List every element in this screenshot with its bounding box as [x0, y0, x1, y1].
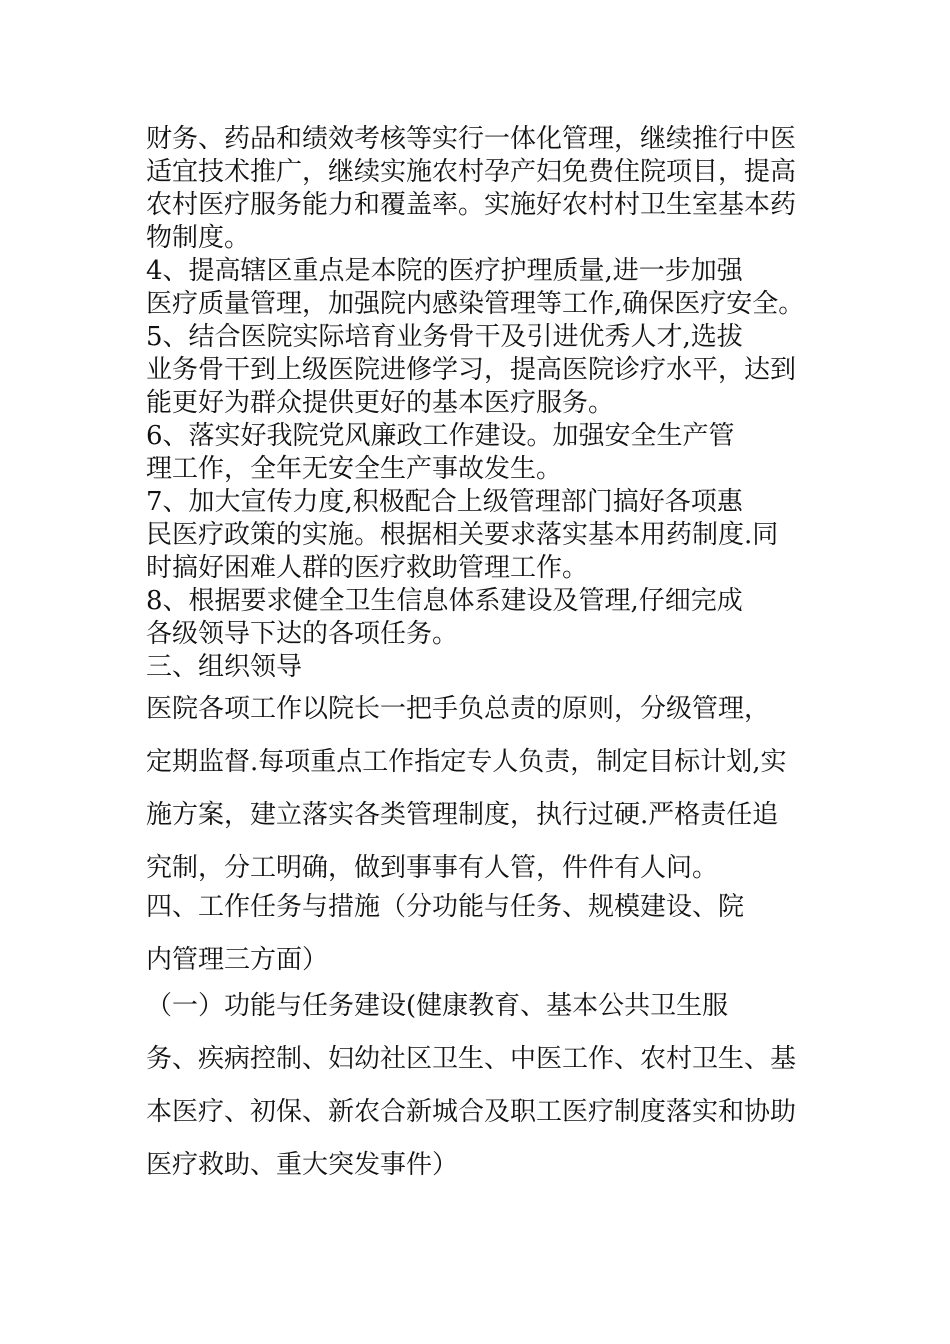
paragraph-item-8	[146, 585, 806, 651]
text-line: 财务、药品和绩效考核等实行一体化管理，继续推行中医	[146, 124, 797, 154]
paragraph-item-5	[146, 321, 806, 420]
text-line: 务、疾病控制、妇幼社区卫生、中医工作、农村卫生、基	[146, 1044, 797, 1074]
paragraph-item-6	[146, 420, 806, 486]
text-line: 6、落实好我院党风廉政工作建设。加强安全生产管	[146, 421, 735, 451]
text-line: 究制，分工明确，做到事事有人管，件件有人问。	[146, 853, 719, 883]
text-line: 农村医疗服务能力和覆盖率。实施好农村村卫生室基本药	[146, 190, 797, 220]
text-line: 时搞好困难人群的医疗救助管理工作。	[146, 553, 589, 583]
paragraph-organization-leadership	[146, 683, 806, 895]
text-line: 各级领导下达的各项任务。	[146, 619, 459, 649]
section-heading-tasks-measures	[146, 881, 806, 987]
text-line: 医疗质量管理，加强院内感染管理等工作,确保医疗安全。	[146, 289, 805, 319]
section-heading: 三、组织领导	[146, 652, 303, 682]
text-line: 本医疗、初保、新农合新城合及职工医疗制度落实和协助	[146, 1097, 797, 1127]
paragraph-item-7	[146, 486, 806, 585]
section-heading: 内管理三方面）	[146, 945, 329, 975]
text-line: 业务骨干到上级医院进修学习，提高医院诊疗水平，达到	[146, 355, 797, 385]
paragraph-item-4	[146, 255, 806, 321]
text-line: 医疗救助、重大突发事件）	[146, 1150, 459, 1180]
paragraph-integrated-management	[146, 123, 806, 255]
text-line: 4、提高辖区重点是本院的医疗护理质量,进一步加强	[146, 256, 743, 286]
text-line: 医院各项工作以院长一把手负总责的原则，分级管理，	[146, 694, 771, 724]
subsection-function-task-building	[146, 980, 806, 1192]
text-line: 施方案，建立落实各类管理制度，执行过硬.严格责任追	[146, 800, 779, 830]
text-line: 定期监督.每项重点工作指定专人负责，制定目标计划,实	[146, 747, 787, 777]
text-line: 适宜技术推广，继续实施农村孕产妇免费住院项目，提高	[146, 157, 797, 187]
text-line: 民医疗政策的实施。根据相关要求落实基本用药制度.同	[146, 520, 779, 550]
text-line: （一）功能与任务建设(健康教育、基本公共卫生服	[146, 991, 729, 1021]
section-heading-organization	[146, 651, 806, 684]
text-line: 5、结合医院实际培育业务骨干及引进优秀人才,选拔	[146, 322, 743, 352]
text-line: 物制度。	[146, 223, 251, 253]
text-line: 7、加大宣传力度,积极配合上级管理部门搞好各项惠	[146, 487, 743, 517]
text-line: 理工作，全年无安全生产事故发生。	[146, 454, 563, 484]
text-line: 能更好为群众提供更好的基本医疗服务。	[146, 388, 615, 418]
section-heading: 四、工作任务与措施（分功能与任务、规模建设、院	[146, 892, 745, 922]
text-line: 8、根据要求健全卫生信息体系建设及管理,仔细完成	[146, 586, 743, 616]
